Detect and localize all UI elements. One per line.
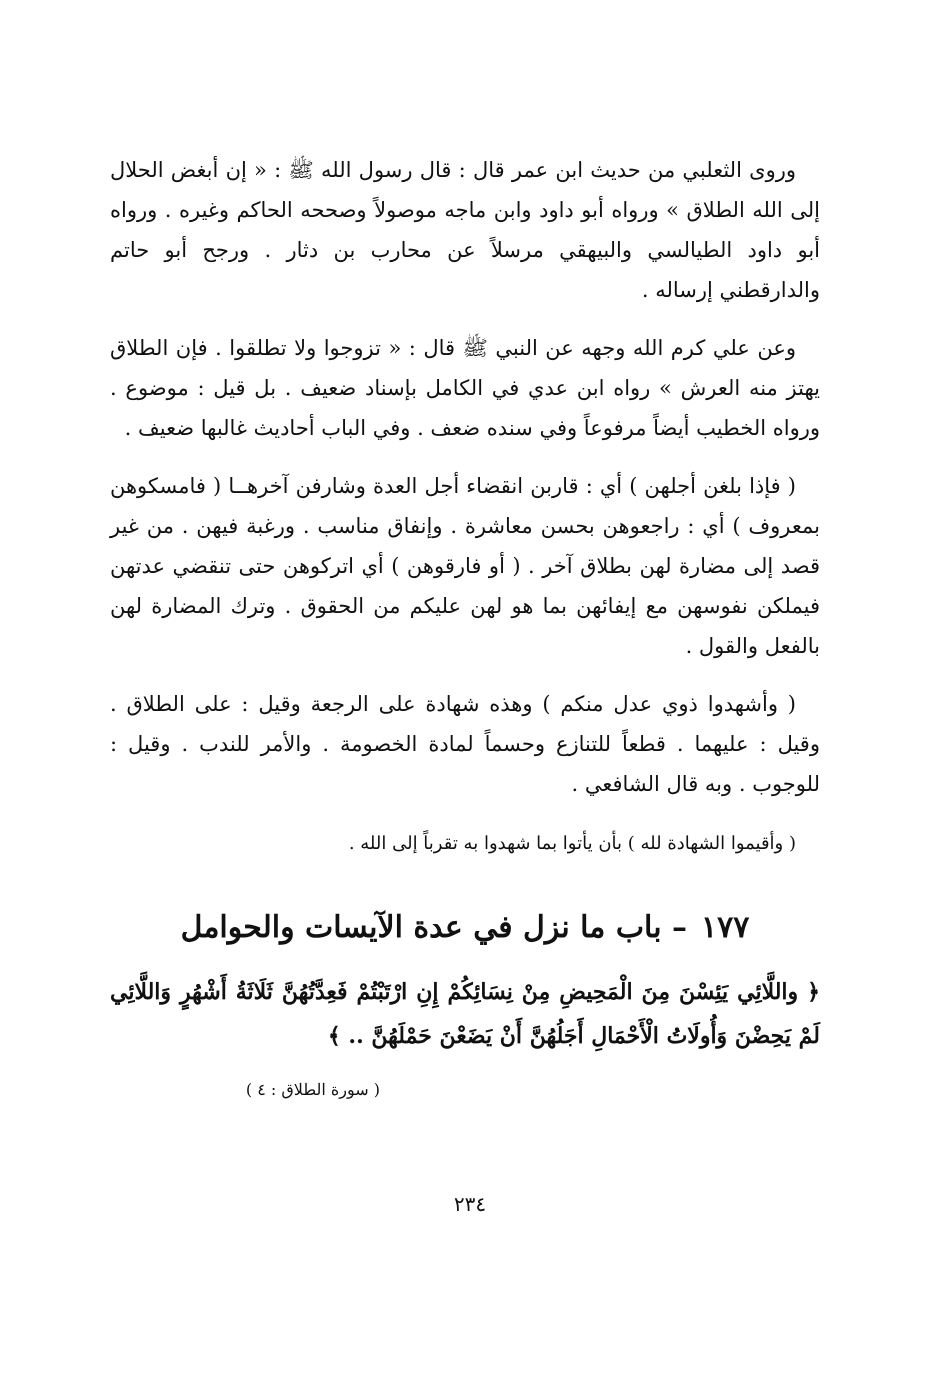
paragraph-tafsir-ajal: ( فإذا بلغن أجلهن ) أي : قاربن انقضاء أجل العدة وشارفن آخرهــا ( فامسكوهن بمعروف ) أي : راجعوهن بحسن معاشرة . وإنفاق مناسب . ورغبة فيهن . من غير قصد إلى مضارة لهن بطلاق آخر . ( أو فارقوهن ) أي اتركوهن حتى تنقضي عدتهن فيملكن نفوسهن مع إيفائهن بما هو لهن عليكم من الحقوق . وترك المضارة لهن بالفعل والقول . bbox=[110, 474, 820, 658]
surah-reference: ( سورة الطلاق : ٤ ) bbox=[245, 1080, 380, 1099]
chapter-number: ١٧٧ bbox=[701, 910, 750, 945]
page-number: ٢٣٤ bbox=[453, 1192, 487, 1216]
page-body bbox=[110, 150, 820, 1099]
paragraph-hadith-ali: وعن علي كرم الله وجهه عن النبي ﷺ قال : « تزوجوا ولا تطلقوا . فإن الطلاق يهتز منه العرش » رواه ابن عدي في الكامل بإسناد ضعيف . بل قيل : موضوع . ورواه الخطيب أيضاً مرفوعاً وفي سنده ضعف . وفي الباب أحاديث غالبها ضعيف . bbox=[110, 336, 820, 440]
paragraph-tafsir-ishhad: ( وأشهدوا ذوي عدل منكم ) وهذه شهادة على الرجعة وقيل : على الطلاق . وقيل : عليهما . قطعاً للتنازع وحسماً لمادة الخصومة . والأمر للندب . وقيل : للوجوب . وبه قال الشافعي . bbox=[110, 692, 820, 796]
chapter-title bbox=[110, 904, 820, 952]
paragraph-tafsir-shahada: ( وأقيموا الشهادة لله ) بأن يأتوا بما شهدوا به تقرباً إلى الله . bbox=[348, 833, 796, 854]
chapter-title-text: – باب ما نزل في عدة الآيسات والحوامل bbox=[180, 910, 687, 945]
quran-verse: ﴿ واللَّائِي يَئِسْنَ مِنَ الْمَحِيضِ مِنْ نِسَائِكُمْ إِنِ ارْتَبْتُمْ فَعِدَّتُهُنَّ ثَلَاثَةُ أَشْهُرٍ وَاللَّائِي لَمْ يَحِضْنَ وَأُولَاتُ الْأَحْمَالِ أَجَلُهُنَّ أَنْ يَضَعْنَ حَمْلَهُنَّ .. ﴾ bbox=[110, 979, 820, 1049]
paragraph-hadith-ibn-umar: وروى الثعلبي من حديث ابن عمر قال : قال رسول الله ﷺ : « إن أبغض الحلال إلى الله الطلاق » ورواه أبو داود وابن ماجه موصولاً وصححه الحاكم وغيره . ورواه أبو داود الطيالسي والبيهقي مرسلاً عن محارب بن دثار . ورجح أبو حاتم والدارقطني إرساله . bbox=[110, 158, 820, 302]
